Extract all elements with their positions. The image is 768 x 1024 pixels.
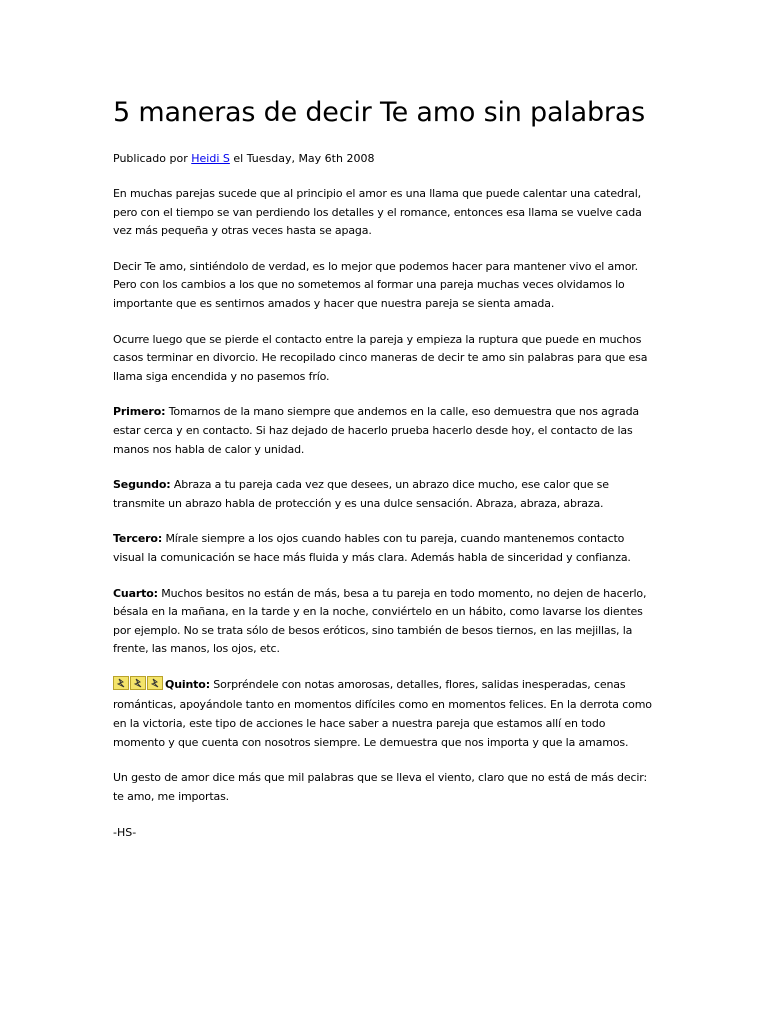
star-icon [147, 676, 163, 690]
byline-date: el Tuesday, May 6th 2008 [233, 152, 375, 165]
point-3 [113, 530, 653, 567]
byline-prefix: Publicado por [113, 152, 188, 165]
point-5 [113, 676, 653, 752]
intro-paragraph-2: Decir Te amo, sintiéndolo de verdad, es lo mejor que podemos hacer para mantener vivo el amor. Pero con los cambios a los que no sometemos al formar una pareja muchas veces olvidamos lo importante que es sentirnos amados y hacer que nuestra pareja se sienta amada. [113, 259, 639, 310]
closing-paragraph: Un gesto de amor dice más que mil palabras que se lleva el viento, claro que no está de más decir: te amo, me importas. [113, 771, 648, 803]
article-body [113, 185, 653, 842]
point-1 [113, 403, 653, 459]
star-icon [113, 676, 129, 690]
intro-paragraph-3: Ocurre luego que se pierde el contacto entre la pareja y empieza la ruptura que puede en muchos casos terminar en divorcio. He recopilado cinco maneras de decir te amo sin palabras para que esa llama siga encendida y no pasemos frío. [113, 332, 648, 383]
point-4-text: Muchos besitos no están de más, besa a tu pareja en todo momento, no dejen de hacerlo, bésala en la mañana, en la tarde y en la noche, conviértelo en un hábito, como lavarse los dientes por ejemplo. No se trata sólo de besos eróticos, sino también de besos tiernos, en las mejillas, la frente, las manos, los ojos, etc. [113, 586, 647, 656]
star-icon [130, 676, 146, 690]
signature: -HS- [113, 826, 137, 840]
point-2 [113, 476, 653, 513]
point-4 [113, 585, 653, 659]
point-3-text: Mírale siempre a los ojos cuando hables con tu pareja, cuando mantenemos contacto visual la comunicación se hace más fluida y más clara. Además habla de sinceridad y confianza. [113, 532, 631, 564]
article [113, 96, 653, 853]
point-5-text: Sorpréndele con notas amorosas, detalles, flores, salidas inesperadas, cenas románticas, apoyándole tanto en momentos difíciles como en momentos felices. En la derrota como en la victoria, este tipo de acciones le hace saber a nuestra pareja que estamos allí en todo momento y que cuenta con nosotros siempre. Le demuestra que nos importa y que la amamos. [113, 677, 652, 749]
page-title: 5 maneras de decir Te amo sin palabras [113, 97, 646, 128]
point-3-label: Tercero: [113, 532, 163, 546]
point-2-label: Segundo: [113, 478, 171, 492]
author-link[interactable]: Heidi S [191, 152, 230, 165]
point-1-label: Primero: [113, 405, 166, 419]
point-4-label: Cuarto: [113, 586, 158, 600]
intro-paragraph-1: En muchas parejas sucede que al principio el amor es una llama que puede calentar una catedral, pero con el tiempo se van perdiendo los detalles y el romance, entonces esa llama se vuelve cada vez más pequeña y otras veces hasta se apaga. [113, 187, 642, 238]
point-2-text: Abraza a tu pareja cada vez que desees, un abrazo dice mucho, ese calor que se transmite un abrazo habla de protección y es una dulce sensación. Abraza, abraza, abraza. [113, 478, 609, 510]
byline [113, 150, 653, 168]
point-1-text: Tomarnos de la mano siempre que andemos en la calle, eso demuestra que nos agrada estar cerca y en contacto. Si haz dejado de hacerlo prueba hacerlo desde hoy, el contacto de las manos nos habla de calor y unidad. [113, 405, 639, 456]
star-icons [113, 676, 164, 697]
point-5-label: Quinto: [165, 677, 210, 691]
